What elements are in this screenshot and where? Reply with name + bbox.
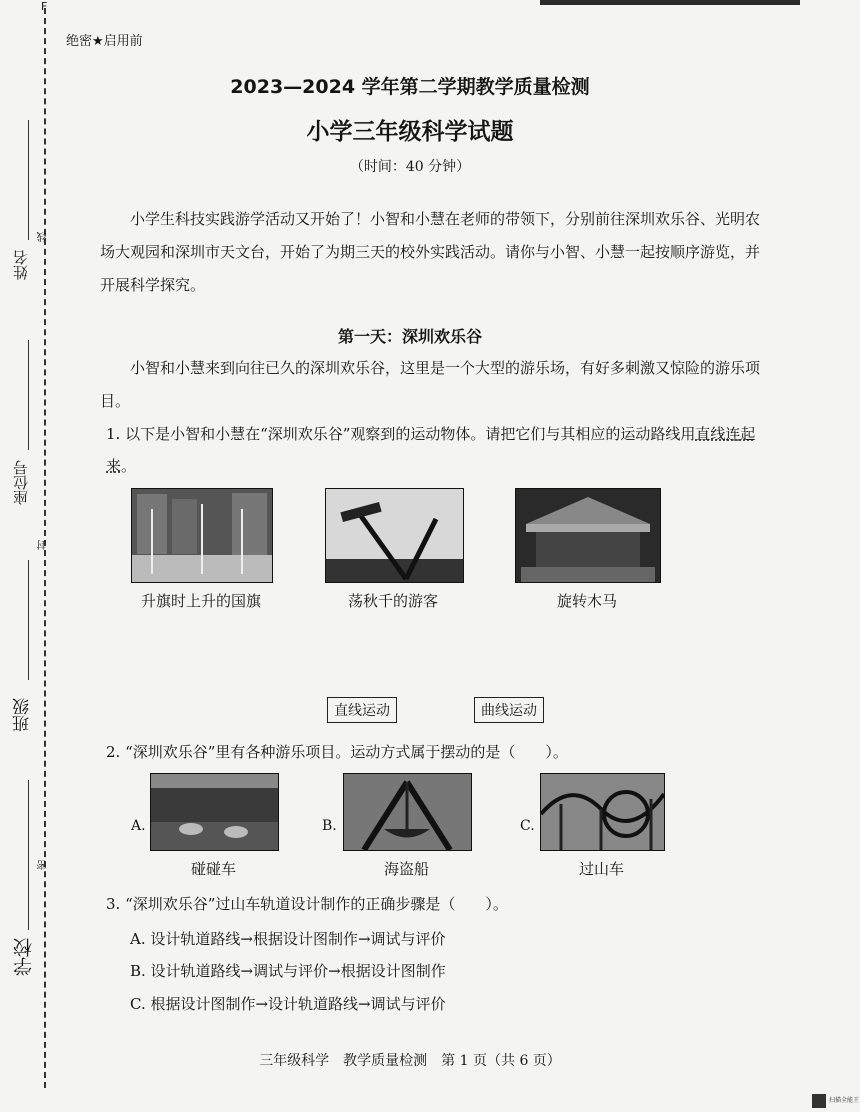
option-a-letter: A. xyxy=(131,818,146,834)
name-label: 姓名 xyxy=(12,250,30,280)
class-line xyxy=(28,560,29,680)
secret-label: 绝密★启用前 xyxy=(66,34,143,49)
exam-title: 2023—2024 学年第二学期教学质量检测 xyxy=(230,76,590,98)
question-3-option-c: C. 根据设计图制作→设计轨道路线→调试与评价 xyxy=(130,995,446,1013)
carousel-photo xyxy=(515,488,661,583)
option-c-letter: C. xyxy=(520,818,535,834)
caption-carousel: 旋转木马 xyxy=(556,592,617,610)
question-1-end: 。 xyxy=(121,457,137,475)
caption-flag: 升旗时上升的国旗 xyxy=(140,592,261,610)
swing-ride-photo xyxy=(325,488,464,583)
curve-motion-box: 曲线运动 xyxy=(474,697,544,723)
roller-coaster-photo xyxy=(540,773,665,851)
mark-line: 线 xyxy=(38,232,49,242)
intro-paragraph: 小学生科技实践游学活动又开始了！小智和小慧在老师的带领下，分别前往深圳欢乐谷、光明农场大观园和深圳市天文台，开始了为期三天的校外实践活动。请你与小智、小慧一起按顺序游览，并开展科学探究。 xyxy=(100,210,761,294)
question-2: 2. “深圳欢乐谷”里有各种游乐项目。运动方式属于摆动的是（ ）。 xyxy=(106,743,568,761)
seat-label: 座位号 xyxy=(12,460,30,505)
bumper-car-photo xyxy=(150,773,279,851)
qr-code-icon xyxy=(812,1094,826,1108)
question-3-option-a: A. 设计轨道路线→根据设计图制作→调试与评价 xyxy=(130,930,446,948)
scanner-watermark: 扫描全能王 xyxy=(829,1097,860,1104)
top-mark: F xyxy=(41,0,48,13)
class-label: 班级 xyxy=(13,698,33,732)
caption-bumper-car: 碰碰车 xyxy=(190,860,236,878)
time-limit: （时间：40 分钟） xyxy=(349,159,471,175)
mark-seal: 封 xyxy=(38,540,49,550)
school-line xyxy=(28,780,29,930)
school-label: 学校 xyxy=(13,938,35,976)
option-b-letter: B. xyxy=(322,818,337,834)
caption-swing: 荡秋千的游客 xyxy=(347,592,438,610)
flag-raising-photo xyxy=(131,488,273,583)
question-3-option-b: B. 设计轨道路线→调试与评价→根据设计图制作 xyxy=(130,962,446,980)
question-1-text: 1. 以下是小智和小慧在“深圳欢乐谷”观察到的运动物体。请把它们与其相应的运动路线用 xyxy=(106,425,696,443)
mark-secret: 密 xyxy=(38,860,49,870)
straight-motion-box: 直线运动 xyxy=(327,697,397,723)
scan-top-bar xyxy=(540,0,800,5)
day1-heading: 第一天：深圳欢乐谷 xyxy=(337,327,482,346)
question-1-emphasis: 直线连起来 xyxy=(106,425,756,475)
question-3: 3. “深圳欢乐谷”过山车轨道设计制作的正确步骤是（ ）。 xyxy=(106,895,508,913)
page-footer: 三年级科学 教学质量检测 第 1 页（共 6 页） xyxy=(259,1053,561,1069)
pirate-ship-photo xyxy=(343,773,472,851)
subject-title: 小学三年级科学试题 xyxy=(306,119,514,145)
seat-line xyxy=(28,340,29,450)
day1-text: 小智和小慧来到向往已久的深圳欢乐谷，这里是一个大型的游乐场，有好多刺激又惊险的游乐项目。 xyxy=(100,359,761,410)
caption-roller-coaster: 过山车 xyxy=(578,860,624,878)
caption-pirate-ship: 海盗船 xyxy=(383,860,429,878)
question-1 xyxy=(106,418,756,482)
